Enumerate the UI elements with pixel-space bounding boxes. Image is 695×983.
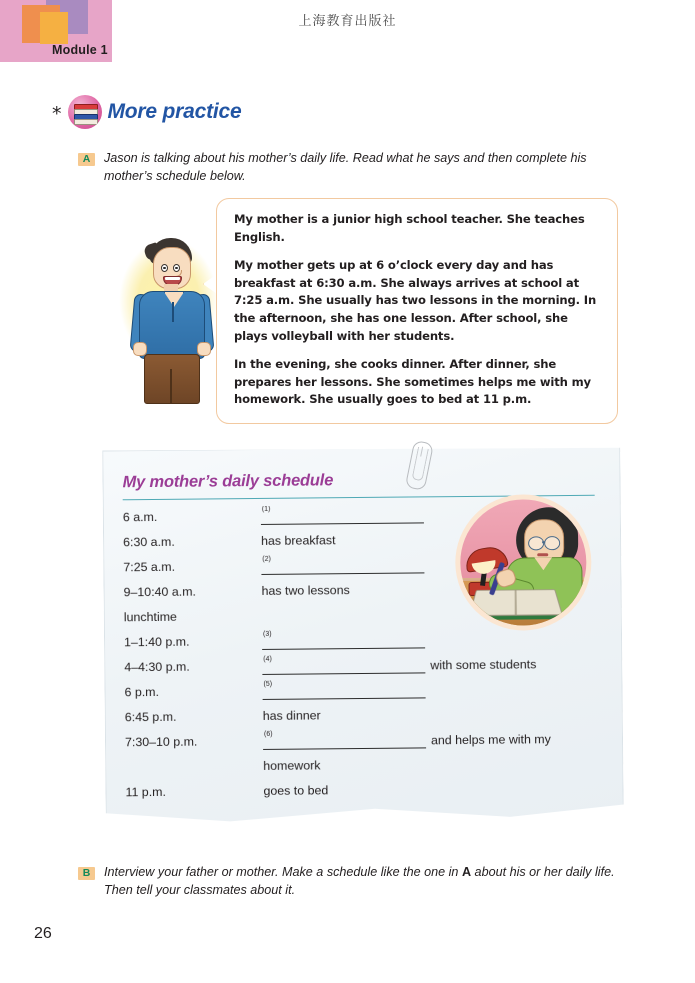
speech-paragraph: My mother is a junior high school teacher. She teaches English.: [234, 212, 585, 244]
task-b-badge: B: [78, 867, 95, 880]
answer-blank[interactable]: [262, 681, 425, 700]
schedule-row-activity: [262, 629, 602, 650]
answer-blank[interactable]: [261, 506, 424, 525]
schedule-row: [125, 779, 603, 809]
schedule-row-activity: has two lessons: [261, 583, 350, 598]
schedule-row-time: 9–10:40 a.m.: [123, 584, 196, 600]
schedule-row-activity: [261, 554, 601, 575]
answer-blank[interactable]: [261, 556, 424, 575]
task-b-text-after: about his or her daily life. Then tell your classmates about it.: [104, 865, 615, 897]
blank-number: (3): [262, 630, 272, 638]
speech-paragraph: In the evening, she cooks dinner. After dinner, she prepares her lessons. She sometimes helps me with my homework. She usually goes to bed at 11 p.m.: [234, 357, 591, 407]
publisher-name: 上海教育出版社: [298, 14, 397, 29]
answer-blank[interactable]: [263, 731, 426, 750]
schedule-row-activity: [262, 679, 602, 700]
schedule-title: My mother’s daily schedule: [122, 471, 334, 492]
schedule-row-time: lunchtime: [123, 609, 177, 625]
schedule-row-list: [123, 504, 604, 809]
blank-number: (2): [262, 555, 271, 563]
answer-blank[interactable]: [262, 656, 425, 675]
blank-number: (1): [261, 505, 271, 513]
deco-square-amber: [40, 12, 68, 44]
boy-trousers: [144, 354, 200, 404]
schedule-row-activity: [261, 504, 601, 525]
boy-shirt: [139, 291, 205, 359]
task-b-text-before: Interview your father or mother. Make a schedule like the one in: [104, 865, 462, 879]
schedule-row-time: 6 a.m.: [122, 509, 158, 525]
blank-number: (6): [263, 730, 273, 738]
boy-head: [153, 247, 191, 289]
paperclip-icon: [404, 440, 435, 491]
answer-blank[interactable]: [262, 631, 425, 650]
schedule-row-time: 6:45 p.m.: [124, 709, 177, 725]
task-a-badge: A: [78, 153, 95, 166]
task-b: [78, 864, 638, 900]
blank-number: (5): [263, 680, 273, 688]
star-icon: *: [52, 102, 62, 125]
schedule-row-activity: goes to bed: [263, 783, 329, 798]
module-label: Module 1: [52, 43, 108, 57]
task-a: [78, 150, 638, 186]
blank-number: (4): [263, 655, 272, 663]
schedule-row-activity: has dinner: [262, 708, 321, 723]
schedule-row-time: 1–1:40 p.m.: [124, 634, 190, 650]
schedule-row-activity: [263, 729, 603, 750]
schedule-row-suffix: and helps me with my: [430, 732, 551, 748]
schedule-row-time: 7:30–10 p.m.: [124, 734, 198, 750]
section-heading: [52, 95, 241, 129]
schedule-row-time: 7:25 a.m.: [123, 559, 176, 575]
task-b-text: [104, 864, 638, 900]
schedule-row-activity: [262, 654, 602, 675]
schedule-row-time: 6:30 a.m.: [123, 534, 175, 550]
schedule-row-time: [125, 757, 263, 759]
schedule-card: [104, 448, 620, 830]
schedule-row-time: 6 p.m.: [124, 684, 160, 700]
boy-hand-right: [197, 342, 211, 356]
boy-figure: [128, 238, 214, 402]
page-title: More practice: [107, 100, 242, 123]
task-a-text: Jason is talking about his mother’s daily life. Read what he says and then complete his mother’s schedule below.: [104, 151, 587, 183]
schedule-row-activity: homework: [263, 758, 321, 773]
schedule-row-activity: has breakfast: [261, 533, 336, 548]
stacked-books-icon: [68, 95, 102, 129]
task-b-text-bold: A: [461, 865, 472, 879]
page-number: 26: [34, 925, 52, 942]
schedule-row-time: 4–4:30 p.m.: [124, 659, 190, 675]
schedule-row-suffix: with some students: [430, 657, 537, 673]
speech-bubble: [216, 198, 618, 424]
speech-paragraph: My mother gets up at 6 o’clock every day and has breakfast at 6:30 a.m. She always arrives at school at 7:25 a.m. She usually has two lessons in the morning. In the afternoon, she has one lesson. After school, she plays volleyball with her students.: [234, 258, 597, 343]
schedule-row-time: 11 p.m.: [125, 784, 166, 800]
jason-illustration: [112, 232, 230, 404]
